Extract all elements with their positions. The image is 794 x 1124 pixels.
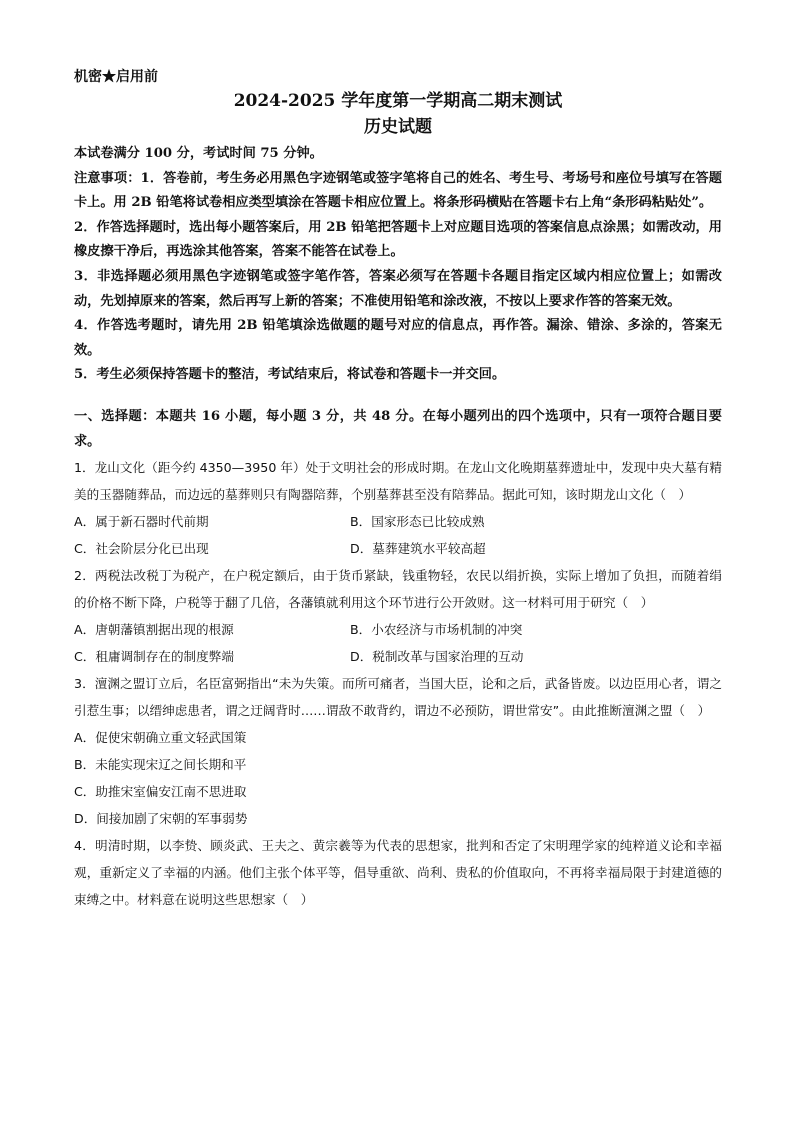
option-b: B．小农经济与市场机制的冲突 bbox=[350, 622, 523, 638]
option-a: A．属于新石器时代前期 bbox=[74, 514, 209, 530]
section-title: 一、选择题：本题共 16 小题，每小题 3 分，共 48 分。在每小题列出的四个选项中，只有一项符合题目要求。 bbox=[74, 408, 722, 449]
option-c: C．租庸调制存在的制度弊端 bbox=[74, 649, 234, 665]
instructions-note-5: 5．考生必须保持答题卡的整洁，考试结束后，将试卷和答题卡一并交回。 bbox=[74, 367, 506, 383]
options-row bbox=[74, 535, 722, 562]
options-row bbox=[74, 643, 722, 670]
option-a: A．促使宋朝确立重文轻武国策 bbox=[74, 730, 247, 746]
confidential-label: 机密★启用前 bbox=[74, 69, 158, 85]
question-stem: 2．两税法改税丁为税产，在户税定额后，由于货币紧缺，钱重物轻，农民以绢折换，实际上增加了负担，而随着绢的价格不断下降，户税等于翻了几倍，各藩镇就利用这个环节进行公开敛财。这一材料可用于研究（ ） bbox=[74, 568, 722, 611]
option-d: D．墓葬建筑水平较高超 bbox=[350, 541, 486, 557]
option-c: C．社会阶层分化已出现 bbox=[74, 541, 209, 557]
instructions-note-3: 3．非选择题必须用黑色字迹钢笔或签字笔作答，答案必须写在答题卡各题目指定区域内相应位置上；如需改动，先划掉原来的答案，然后再写上新的答案；不准使用铅笔和涂改液，不按以上要求作答的答案无效。 bbox=[74, 268, 722, 309]
option-b: B．国家形态已比较成熟 bbox=[350, 514, 485, 530]
question-stem: 3．澶渊之盟订立后，名臣富弼指出“未为失策。而所可痛者，当国大臣，论和之后，武备皆废。以边臣用心者，谓之引惹生事；以缙绅虑患者，谓之迂阔背时……谓敌不敢背约，谓边不必预防，谓世常安”。由此推断澶渊之盟（ ） bbox=[74, 676, 722, 719]
instructions-note-2: 2．作答选择题时，选出每小题答案后，用 2B 铅笔把答题卡上对应题目选项的答案信息点涂黑；如需改动，用橡皮擦干净后，再选涂其他答案，答案不能答在试卷上。 bbox=[74, 219, 722, 260]
instructions-note-4: 4．作答选考题时，请先用 2B 铅笔填涂选做题的题号对应的信息点，再作答。漏涂、错涂、多涂的，答案无效。 bbox=[74, 318, 722, 358]
option-d: D．税制改革与国家治理的互动 bbox=[350, 649, 524, 665]
instructions-note-1: 注意事项：1．答卷前，考生务必用黑色字迹钢笔或签字笔将自己的姓名、考生号、考场号和座位号填写在答题卡上。用 2B 铅笔将试卷相应类型填涂在答题卡相应位置上。将条形码横贴在答题卡右上角“条形码粘贴处”。 bbox=[74, 170, 722, 211]
question-stem: 1．龙山文化（距今约 4350—3950 年）处于文明社会的形成时期。在龙山文化晚期墓葬遗址中，发现中央大墓有精美的玉器随葬品，而边远的墓葬则只有陶器陪葬，个别墓葬甚至没有陪葬品。据此可知，该时期龙山文化（ ） bbox=[74, 460, 722, 503]
exam-title: 2024-2025 学年度第一学期高二期末测试 bbox=[233, 91, 563, 111]
option-a: A．唐朝藩镇割据出现的根源 bbox=[74, 622, 234, 638]
spacer bbox=[74, 388, 722, 405]
instructions-intro: 本试卷满分 100 分，考试时间 75 分钟。 bbox=[74, 146, 323, 161]
exam-page bbox=[74, 64, 722, 913]
option-b: B．未能实现宋辽之间长期和平 bbox=[74, 757, 247, 773]
options-row bbox=[74, 616, 722, 643]
question-2 bbox=[74, 562, 722, 670]
options-row bbox=[74, 508, 722, 535]
option-c: C．助推宋室偏安江南不思进取 bbox=[74, 784, 247, 800]
question-1 bbox=[74, 454, 722, 562]
question-4 bbox=[74, 832, 722, 913]
option-d: D．间接加剧了宋朝的军事弱势 bbox=[74, 811, 248, 827]
question-3 bbox=[74, 670, 722, 832]
question-stem: 4．明清时期，以李贽、顾炎武、王夫之、黄宗羲等为代表的思想家，批判和否定了宋明理学家的纯粹道义论和幸福观，重新定义了幸福的内涵。他们主张个体平等，倡导重欲、尚利、贵私的价值取向，不再将幸福局限于封建道德的束缚之中。材料意在说明这些思想家（ ） bbox=[74, 838, 722, 908]
exam-subtitle: 历史试题 bbox=[364, 117, 432, 137]
